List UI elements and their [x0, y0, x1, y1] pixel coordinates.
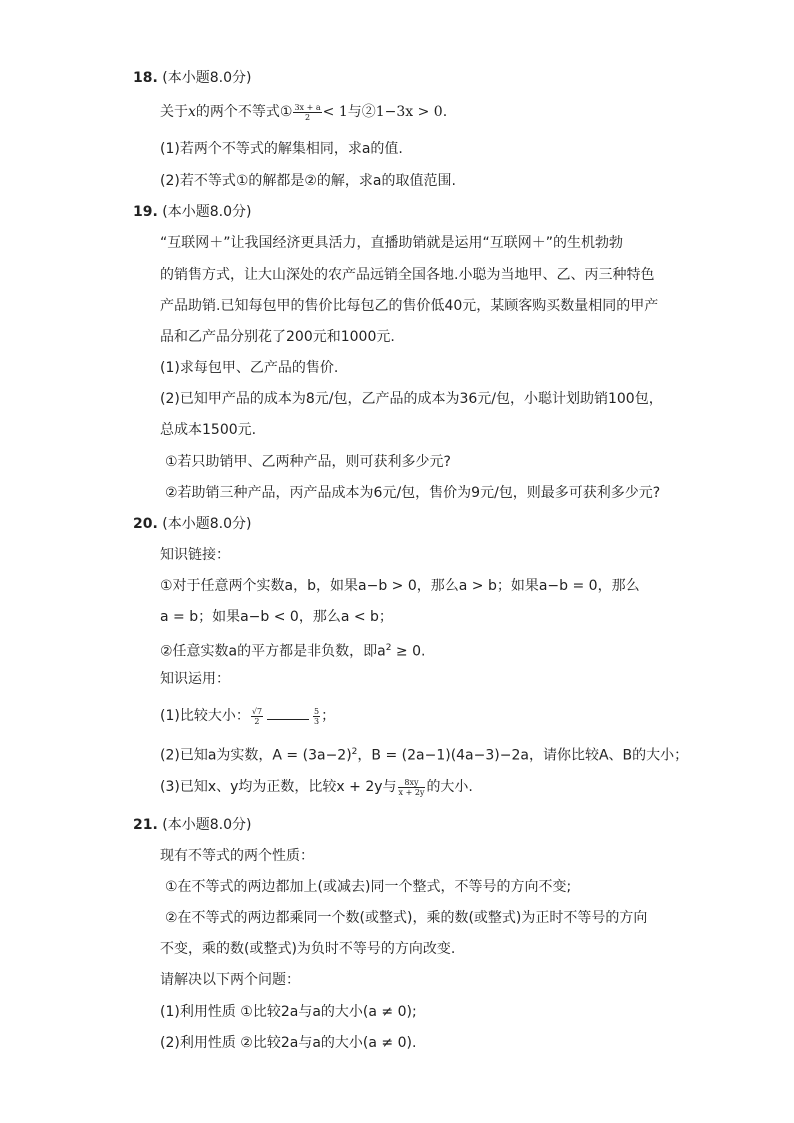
q18-score: (本小题8.0分)	[162, 70, 252, 86]
q19-para-line2: 的销售方式，让大山深处的农产品远销全国各地.小聪为当地甲、乙、丙三种特色	[160, 267, 655, 283]
q21-prop2-line2: 不变，乘的数(或整式)为负时不等号的方向改变.	[160, 941, 456, 957]
q18-inequality-tail: < 1与②1−3x > 0.	[322, 104, 448, 120]
q18-frac-numerator: 3x + a	[294, 102, 321, 112]
q19-part1: (1)求每包甲、乙产品的售价.	[160, 360, 339, 376]
q20-score: (本小题8.0分)	[162, 516, 252, 532]
q19-header	[133, 202, 251, 222]
q20-frac1-denominator: 2	[254, 716, 260, 726]
q20-link2-post: ≥ 0.	[391, 643, 426, 660]
q20-part3	[160, 777, 473, 797]
q21-intro: 现有不等式的两个性质：	[160, 848, 314, 864]
q20-part3-post: 的大小.	[426, 779, 473, 795]
q20-link1-line2: a = b；如果a−b < 0，那么a < b；	[160, 609, 393, 625]
q20-frac3-numerator: 8xy	[398, 778, 426, 788]
q19-sub1: ①若只助销甲、乙两种产品，则可获利多少元?	[165, 454, 451, 470]
q18-intro	[160, 102, 447, 122]
q21-prop2-line1: ②在不等式的两边都乘同一个数(或整式)，乘的数(或整式)为正时不等号的方向	[165, 910, 648, 926]
q21-header	[133, 815, 251, 835]
q20-part3-frac	[398, 778, 426, 797]
q20-link-title: 知识链接：	[160, 547, 230, 563]
q18-header	[133, 68, 251, 88]
q20-part2	[160, 742, 688, 766]
q20-use-title: 知识运用：	[160, 671, 230, 687]
q18-part2: (2)若不等式①的解都是②的解，求a的取值范围.	[160, 173, 456, 189]
q19-sub2: ②若助销三种产品，丙产品成本为6元/包，售价为9元/包，则最多可获利多少元?	[165, 485, 661, 501]
q20-part2-post: ，B = (2a−1)(4a−3)−2a，请你比较A、B的大小；	[357, 747, 689, 764]
q18-inequality-fraction	[293, 103, 321, 122]
q20-frac2-numerator: 5	[314, 706, 320, 716]
q19-para-line4: 品和乙产品分别花了200元和1000元.	[160, 329, 395, 345]
q21-part2: (2)利用性质 ②比较2a与a的大小(a ≠ 0).	[160, 1035, 417, 1051]
q20-link2-pre: ②任意实数a的平方都是非负数，即a	[160, 643, 386, 660]
q20-part2-pre: (2)已知a为实数，A = (3a−2)	[160, 747, 352, 764]
q20-link1-line1: ①对于任意两个实数a，b，如果a−b > 0，那么a > b；如果a−b = 0，那么	[160, 578, 640, 594]
q20-part1-pre: (1)比较大小：	[160, 708, 250, 724]
q20-part3-pre: (3)已知x、y均为正数，比较x + 2y与	[160, 779, 397, 795]
q20-part1-frac2	[313, 707, 320, 726]
q18-intro-mid: 的两个不等式①	[195, 104, 293, 120]
q20-part2-exponent: 2	[351, 747, 358, 757]
q19-part2-line1: (2)已知甲产品的成本为8元/包，乙产品的成本为36元/包，小聪计划助销100包，	[160, 391, 663, 407]
q18-var-x: x	[188, 104, 196, 120]
q20-answer-blank	[267, 707, 309, 720]
q20-frac1-numerator: √7	[251, 706, 263, 716]
q20-header	[133, 514, 251, 534]
q21-part1: (1)利用性质 ①比较2a与a的大小(a ≠ 0);	[160, 1004, 417, 1020]
q18-frac-denominator: 2	[305, 112, 311, 122]
q18-part1: (1)若两个不等式的解集相同，求a的值.	[160, 141, 403, 157]
q19-number: 19.	[133, 204, 158, 220]
q19-part2-line2: 总成本1500元.	[160, 422, 257, 438]
q20-frac3-denominator: x + 2y	[398, 787, 425, 797]
q21-prop1: ①在不等式的两边都加上(或减去)同一个整式，不等号的方向不变;	[165, 879, 572, 895]
q20-link2-exponent: 2	[385, 643, 392, 653]
q20-part1-post: ；	[321, 708, 336, 724]
q21-score: (本小题8.0分)	[162, 817, 252, 833]
q20-number: 20.	[133, 516, 158, 532]
q18-number: 18.	[133, 70, 158, 86]
q18-intro-pre: 关于	[160, 104, 188, 120]
q19-para-line3: 产品助销.已知每包甲的售价比每包乙的售价低40元，某顾客购买数量相同的甲产	[160, 298, 659, 314]
q20-part1	[160, 706, 335, 726]
q19-score: (本小题8.0分)	[162, 204, 252, 220]
q21-task: 请解决以下两个问题：	[160, 972, 300, 988]
q20-part1-frac1	[251, 707, 263, 726]
q20-link2	[160, 638, 425, 662]
q20-frac2-denominator: 3	[314, 716, 320, 726]
q21-number: 21.	[133, 817, 158, 833]
q19-para-line1: “互联网＋”让我国经济更具活力，直播助销就是运用“互联网＋”的生机勃勃	[160, 235, 624, 251]
